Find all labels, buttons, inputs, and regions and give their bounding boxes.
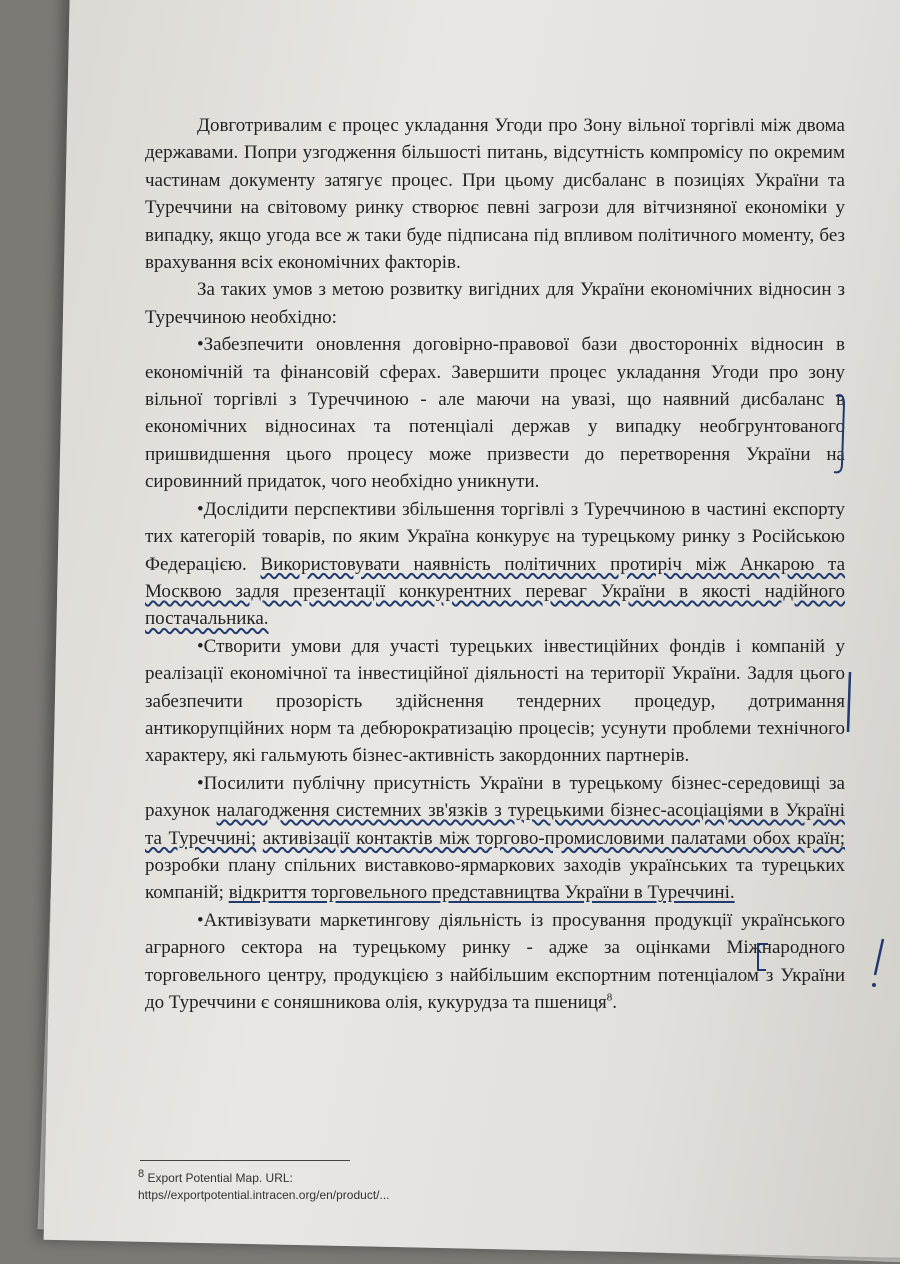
bullet-item-4 [145, 770, 845, 907]
bracketed-text: відкриття торговельного представництва України в Туреччині. [228, 882, 735, 904]
footnote-url: https//exportpotential.intracen.org/en/product/... [138, 1188, 390, 1202]
paragraph-1: Довготривалим є процес укладання Угоди про Зону вільної торгівлі між двома державами. Попри узгодження більшості питань, відсутність компромісу по окремим частинам документу затягує процес. При цьому дисбаланс в позиціях України та Туреччини на світовому ринку створює певні загрози для вітчизняної економіки у випадку, якщо угода все ж таки буде підписана під впливом політичного моменту, без врахування всіх економічних факторів. [145, 115, 845, 274]
margin-bracket-2 [840, 668, 870, 738]
bullet-text: розробки плану спільних виставково-ярмаркових заходів українських та турецьких компаній; [145, 854, 845, 904]
bullet-item-5: •Активізувати маркетингову діяльність із просування продукції українського аграрного сектора на турецькому ринку - адже за оцінками Міжнародного торговельного центру, продукцією з найбільшим експортним потенціалом з України до Туреччини є соняшникова олія, кукурудза та пшениця$^8$. [145, 909, 845, 1013]
bullet-marker: • [197, 635, 204, 657]
bullet-text: Створити умови для участі турецьких інвестиційних фондів і компаній у реалізації економічної та інвестиційної діяльності на території України. Задля цього забезпечити прозорість здійснення тендерних процедур, дотримання антикорупційних норм та дебюрократизацію процесів; усунути проблеми технічного характеру, які гальмують бізнес-активність закордонних партнерів. [145, 635, 845, 767]
bullet-marker: • [197, 909, 204, 931]
bullet-text: Дослідити перспективи збільшення торгівлі з Туреччиною в частині експорту тих категорій товарів, по яким Україна конкурує на турецькому ринку з Російською Федерацією. [145, 498, 845, 575]
open-bracket-mark [752, 940, 772, 974]
underlined-text: активізації контактів між торгово-промисловими палатами обох країн; [262, 827, 846, 849]
bullet-text: Посилити публічну присутність України в турецькому бізнес-середовищі за рахунок [145, 772, 845, 822]
margin-bracket-1 [830, 390, 870, 480]
bullet-text: Активізувати маркетингову діяльність із просування продукції українського аграрного сектора на турецькому ринку - адже за оцінками Міжнародного торговельного центру, продукцією з найбільшим експортним потенціалом з України до Туреччини є соняшникова олія, кукурудза та пшениця [145, 909, 845, 1013]
bullet-marker: • [197, 498, 204, 520]
bullet-item-1 [145, 331, 845, 495]
bullet-marker: • [197, 334, 204, 356]
margin-exclamation [865, 935, 895, 995]
bullet-item-3 [145, 633, 845, 770]
footnote [138, 1170, 838, 1204]
document-body [145, 112, 845, 1016]
underlined-text: налагодження системних зв'язків з турецькими бізнес-асоціаціями в Україні та Туреччині; [145, 800, 846, 849]
paragraph-2: За таких умов з метою розвитку вигідних для України економічних відносин з Туреччиною необхідно: [145, 279, 845, 328]
bullet-text: Забезпечити оновлення договірно-правової бази двосторонніх відносин в економічній та фінансовій сферах. Завершити процес укладання Угоди про зону вільної торгівлі з Туреччиною - але маючи на увазі, що наявний дисбаланс в економічних відносинах та потенціалі держав у випадку необгрунтованого пришвидшення цього процесу може призвести до перетворення України на сировинний придаток, чого необхідно уникнути. [145, 334, 845, 493]
footnote-ref: 8 [606, 991, 613, 1004]
bullet-item-2 [145, 496, 845, 633]
footnote-line-1: $^8$ Export Potential Map. URL: [138, 1168, 293, 1185]
footnote-divider [140, 1160, 350, 1161]
bullet-marker: • [197, 772, 204, 794]
underlined-text: Використовувати наявність політичних протиріч між Анкарою та Москвою задля презентації конкурентних переваг України в якості надійного постачальника. [145, 553, 846, 630]
